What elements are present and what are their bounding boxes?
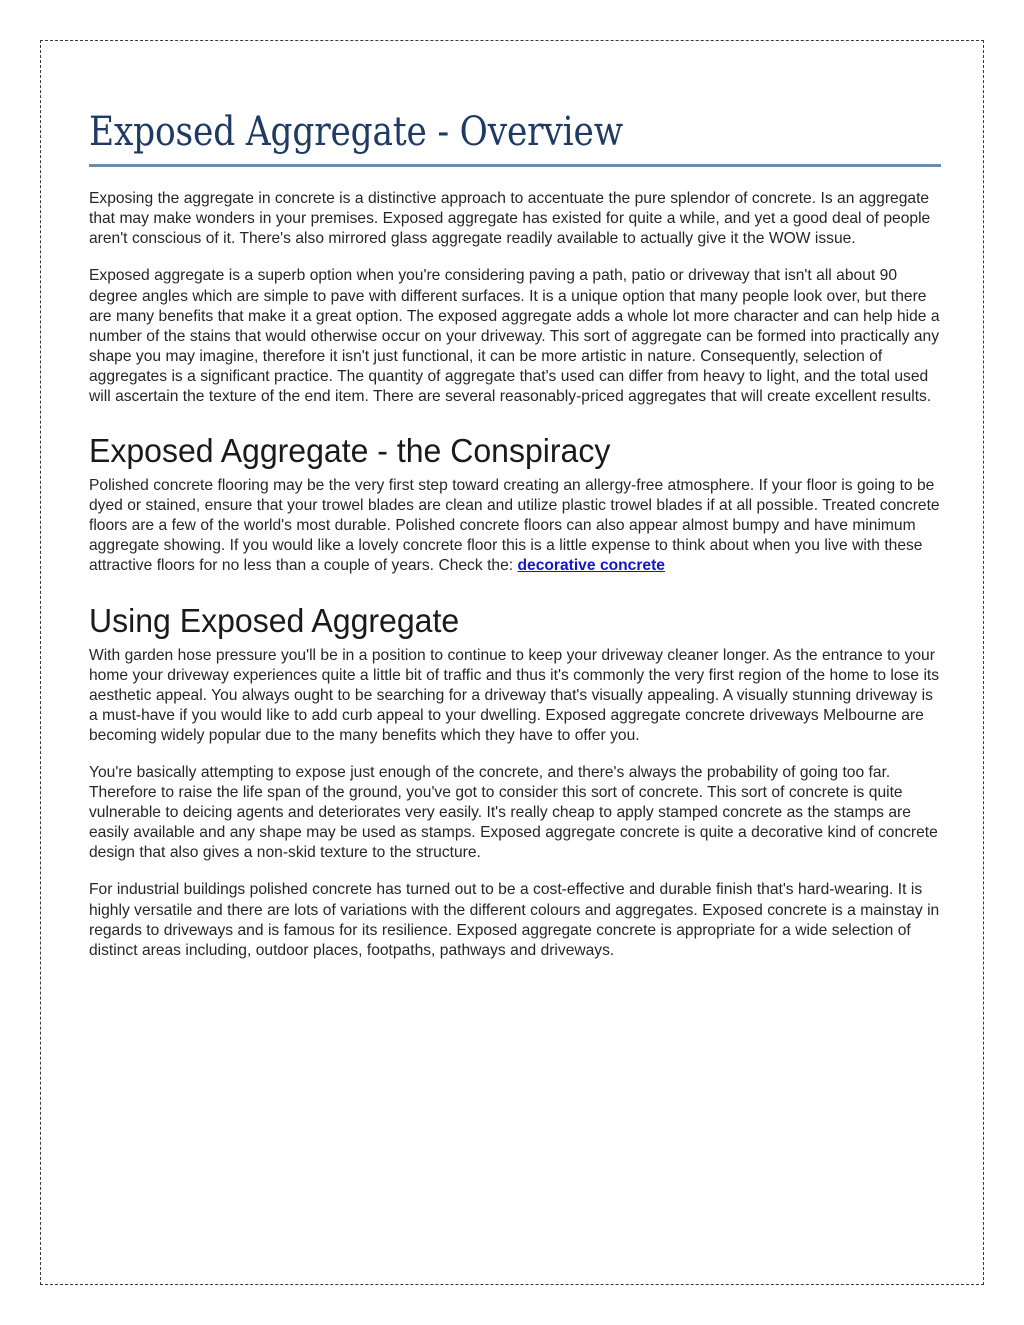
using-paragraph-2: You're basically attempting to expose just enough of the concrete, and there's always the probability of going too far. Therefore to raise the life span of the ground, you've got to consider this sort of concrete. This sort of concrete is quite vulnerable to deicing agents and deteriorates very easily. It's really cheap to apply stamped concrete as the stamps are easily available and any shape may be used as stamps. Exposed aggregate concrete is quite a decorative kind of concrete design that also gives a non-skid texture to the structure.	[89, 763, 938, 862]
using-paragraph-1: With garden hose pressure you'll be in a position to continue to keep your driveway cleaner longer. As the entrance to your home your driveway experiences quite a little bit of traffic and thus it's commonly the very first region of the home to lose its aesthetic appeal. You always ought to be searching for a driveway that's visually appealing. A visually stunning driveway is a must-have if you would like to add curb appeal to your dwelling. Exposed aggregate concrete driveways Melbourne are becoming widely popular due to the many benefits which they have to offer you.	[89, 646, 940, 744]
decorative-concrete-link[interactable]: decorative concrete	[517, 557, 665, 575]
conspiracy-paragraph	[89, 476, 941, 576]
document-content	[89, 111, 941, 961]
page-title: Exposed Aggregate - Overview	[89, 109, 623, 155]
intro-paragraph-1: Exposing the aggregate in concrete is a distinctive approach to accentuate the pure splendor of concrete. Is an aggregate that may make wonders in your premises. Exposed aggregate has existed for quite a while, and yet a good deal of people aren't conscious of it. There's also mirrored glass aggregate readily available to actually give it the WOW issue.	[89, 190, 931, 248]
intro-paragraph-2: Exposed aggregate is a superb option when you're considering paving a path, patio or driveway that isn't all about 90 degree angles which are simple to pave with different surfaces. It is a unique option that many people look over, but there are many benefits that make it a great option. The exposed aggregate adds a whole lot more character and can help hide a number of the stains that would otherwise occur on your driveway. This sort of aggregate can be formed into practically any shape you may imagine, therefore it isn't just functional, it can be more artistic in nature. Consequently, selection of aggregates is a significant practice. The quantity of aggregate that's used can differ from heavy to light, and the total used will ascertain the texture of the end item. There are several reasonably-priced aggregates that will create excellent results.	[89, 267, 940, 406]
using-paragraph-3: For industrial buildings polished concrete has turned out to be a cost-effective and durable finish that's hard-wearing. It is highly versatile and there are lots of variations with the different colours and aggregates. Exposed concrete is a mainstay in regards to driveways and is famous for its resilience. Exposed aggregate concrete is appropriate for a wide selection of distinct areas including, outdoor places, footpaths, pathways and driveways.	[89, 881, 940, 959]
section-heading-conspiracy: Exposed Aggregate - the Conspiracy	[89, 432, 611, 470]
conspiracy-paragraph-text: Polished concrete flooring may be the very first step toward creating an allergy-free atmosphere. If your floor is going to be dyed or stained, ensure that your trowel blades are clean and utilize plastic trowel blades if at all possible. Treated concrete floors are a few of the world's most durable. Polished concrete floors can also appear almost bumpy and have minimum aggregate showing. If you would like a lovely concrete floor this is a little expense to think about when you live with these attractive floors for no less than a couple of years. Check the:	[89, 477, 940, 575]
document-page	[40, 40, 984, 1285]
section-heading-using: Using Exposed Aggregate	[89, 601, 460, 639]
title-divider	[89, 164, 941, 167]
